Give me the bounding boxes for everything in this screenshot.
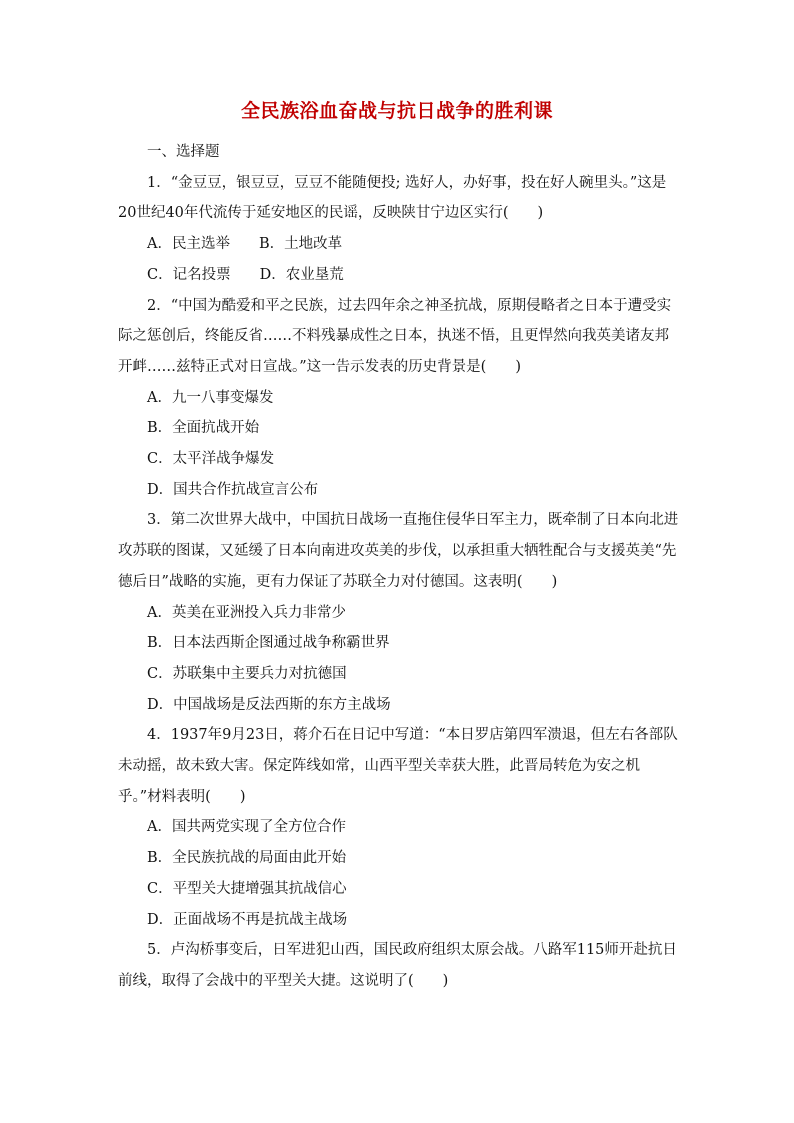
option-c: C．苏联集中主要兵力对抗德国 (147, 665, 347, 682)
option-c: C．平型关大捷增强其抗战信心 (147, 880, 347, 897)
option-a: A．九一八事变爆发 (147, 389, 274, 406)
question-stem: 4．1937年9月23日，蒋介石在日记中写道：“本日罗店第四军溃退，但左右各部队未动摇，故未致大害。保定阵线如常，山西平型关幸获大胜，此晋局转危为安之机乎。”材料表明( ) (118, 727, 678, 805)
option-c: C．太平洋战争爆发 (147, 451, 275, 468)
option-a: A．国共两党实现了全方位合作 (147, 819, 346, 836)
question-stem: 3．第二次世界大战中，中国抗日战场一直拖住侵华日军主力，既牵制了日本向北进攻苏联的图谋，又延缓了日本向南进攻英美的步伐，以承担重大牺牲配合与支援英美“先德后日”战略的实施，更有力保证了苏联全力对付德国。这表明( ) (118, 512, 679, 590)
option-d: D．正面战场不再是抗战主战场 (147, 911, 348, 928)
option-d: D．国共合作抗战宣言公布 (147, 481, 319, 498)
document-title: 全民族浴血奋战与抗日战争的胜利课 (240, 100, 553, 122)
document-body (118, 137, 683, 997)
question-stem: 2．“中国为酷爱和平之民族，过去四年余之神圣抗战，原期侵略者之日本于遭受实际之惩创后，终能反省……不料残暴成性之日本，执迷不悟，且更悍然向我英美诸友邦开衅……兹特正式对日宣战。”这一告示发表的历史背景是( ) (118, 297, 672, 375)
option-row: A．民主选举 B．土地改革 (147, 236, 343, 253)
option-b: B．全面抗战开始 (147, 420, 260, 437)
option-b: B．日本法西斯企图通过战争称霸世界 (147, 635, 390, 652)
option-b: B．全民族抗战的局面由此开始 (147, 850, 347, 867)
option-a: A．英美在亚洲投入兵力非常少 (147, 604, 346, 621)
option-d: D．中国战场是反法西斯的东方主战场 (147, 696, 391, 713)
question-stem: 1．“金豆豆，银豆豆，豆豆不能随便投; 选好人，办好事，投在好人碗里头。”这是20世纪40年代流传于延安地区的民谣，反映陕甘宁边区实行( ) (118, 174, 667, 222)
question-4 (118, 720, 683, 935)
question-3 (118, 505, 683, 720)
option-row: C．记名投票 D．农业垦荒 (147, 266, 344, 283)
question-2 (118, 291, 683, 506)
question-5 (118, 935, 683, 996)
question-1 (118, 168, 683, 291)
section-heading: 一、选择题 (147, 144, 220, 160)
question-stem: 5．卢沟桥事变后，日军进犯山西，国民政府组织太原会战。八路军115师开赴抗日前线，取得了会战中的平型关大捷。这说明了( ) (118, 942, 677, 989)
